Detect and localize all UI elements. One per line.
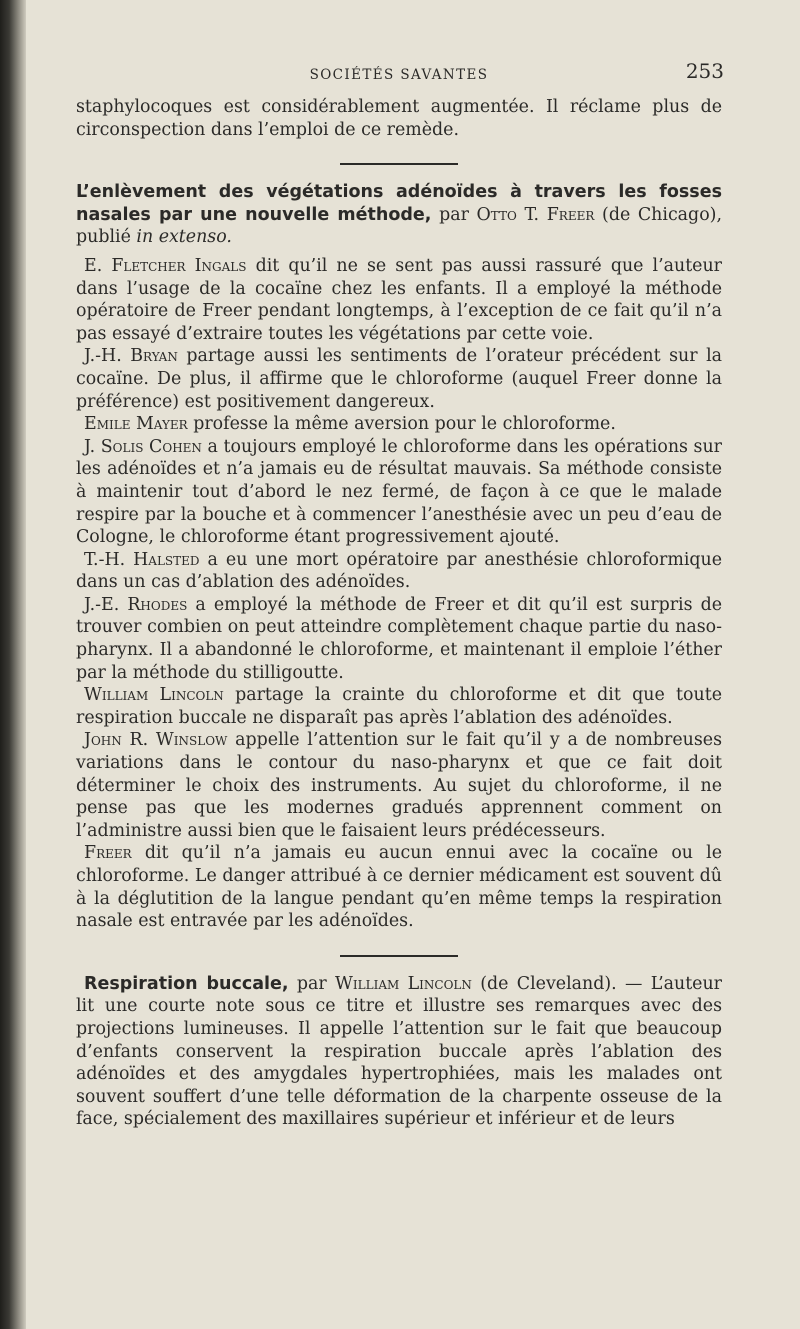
book-spine-shadow: [0, 0, 26, 1329]
author-name: William Lincoln: [335, 973, 472, 994]
speaker-name: John R. Winslow: [84, 730, 228, 751]
section-1-title: [76, 181, 722, 249]
paragraph-text: dit qu’il ne se sent pas aussi rassuré que l’auteur dans l’usage de la cocaïne chez les enfants. Il a employé la méthode opératoire de Freer pendant longtemps, à l’exception de ce fait qu’il n’a pas essayé d’extraire toutes les végétations par cette voie.: [76, 255, 722, 344]
published-label: publié: [76, 227, 131, 248]
section-divider: [340, 955, 458, 957]
section-divider: [340, 163, 458, 165]
intro-paragraph: staphylocoques est considérablement augmentée. Il réclame plus de circonspection dans l’emploi de ce remède.: [76, 97, 722, 140]
speaker-name: J.-E. Rhodes: [84, 594, 188, 615]
section-2-paragraph: [76, 973, 722, 1131]
author-place: (de Cleveland). —: [480, 973, 643, 994]
paragraph-text: appelle l’attention sur le fait qu’il y a de nombreuses variations dans le contour du naso-pharynx et que ce fait doit déterminer le choix des instruments. Au sujet du chloroforme, il ne pense pas que les modernes gradués apprennent comment on l’administre aussi bien que le faisaient leurs prédécesseurs.: [76, 730, 722, 841]
discussion-paragraph: [76, 345, 722, 413]
running-title: SOCIÉTÉS SAVANTES: [309, 67, 489, 83]
author-first-name: Otto: [476, 204, 517, 225]
speaker-name: Emile Mayer: [84, 414, 188, 435]
author-last-name: Freer: [546, 204, 595, 225]
page: [76, 60, 722, 1131]
in-extenso: in extenso.: [136, 227, 232, 248]
speaker-name: E. Fletcher Ingals: [84, 255, 247, 276]
speaker-name: T.-H. Halsted: [84, 549, 200, 570]
author-prefix: par: [296, 973, 327, 994]
speaker-name: William Lincoln: [84, 685, 224, 706]
discussion-paragraph: [76, 729, 722, 842]
discussion-paragraph: [76, 549, 722, 594]
discussion-paragraph: [76, 842, 722, 932]
section-1-heading: L’enlèvement des végétations adénoïdes à travers les fosses nasales par une nouvelle méthode,: [76, 182, 722, 225]
speaker-name: J. Solis Cohen: [84, 436, 202, 457]
section-2-text: L’auteur lit une courte note sous ce titre et illustre ses remarques avec des projections lumineuses. Il appelle l’attention sur le fait que beaucoup d’enfants conservent la respiration buccale après l’ablation des adénoïdes et des amygdales hypertrophiées, mais les malades ont souvent souffert d’une telle déformation de la charpente osseuse de la face, spécialement des maxillaires supérieur et inférieur et de leurs: [76, 973, 722, 1130]
paragraph-text: professe la même aversion pour le chloroforme.: [193, 414, 616, 435]
running-head: [76, 60, 722, 96]
paragraph-text: a toujours employé le chloroforme dans les opérations sur les adénoïdes et n’a jamais eu de résultat mauvais. Sa méthode consiste à maintenir tout d’abord le nez fermé, de façon à ce que le malade respire par la bouche et à commencer l’anesthésie avec un peu d’eau de Cologne, le chloroforme étant progressivement ajouté.: [76, 436, 722, 548]
speaker-name: Freer: [84, 843, 132, 864]
page-number: 253: [685, 59, 724, 83]
paragraph-text: partage la crainte du chloroforme et dit que toute respiration buccale ne disparaît pas après l’ablation des adénoïdes.: [76, 685, 722, 728]
paragraph-text: a eu une mort opératoire par anesthésie chloroformique dans un cas d’ablation des adénoïdes.: [76, 549, 723, 593]
author-initial: T.: [524, 204, 540, 225]
discussion-paragraph: [76, 413, 722, 436]
section-2-heading: Respiration buccale,: [84, 973, 289, 994]
discussion-paragraph: [76, 436, 722, 549]
speaker-name: J.-H. Bryan: [84, 346, 178, 367]
author-prefix: par: [439, 204, 469, 225]
discussion-paragraph: [76, 594, 722, 684]
author-place: (de Chicago),: [602, 204, 722, 225]
discussion-paragraph: [76, 684, 722, 729]
discussion-paragraph: [76, 255, 722, 345]
paragraph-text: partage aussi les sentiments de l’orateur précédent sur la cocaïne. De plus, il affirme que le chloroforme (auquel Freer donne la préférence) est positivement dangereux.: [76, 346, 723, 412]
discussion: [76, 255, 722, 933]
paragraph-text: a employé la méthode de Freer et dit qu’il est surpris de trouver combien on peut atteindre complètement chaque partie du naso-pharynx. Il a abandonné le chloroforme, et maintenant il emploie l’éther par la méthode du stilligoutte.: [76, 594, 722, 683]
paragraph-text: dit qu’il n’a jamais eu aucun ennui avec la cocaïne ou le chloroforme. Le danger attribué à ce dernier médicament est souvent dû à la déglutition de la langue pendant qu’en même temps la respiration nasale est entravée par les adénoïdes.: [76, 843, 723, 932]
